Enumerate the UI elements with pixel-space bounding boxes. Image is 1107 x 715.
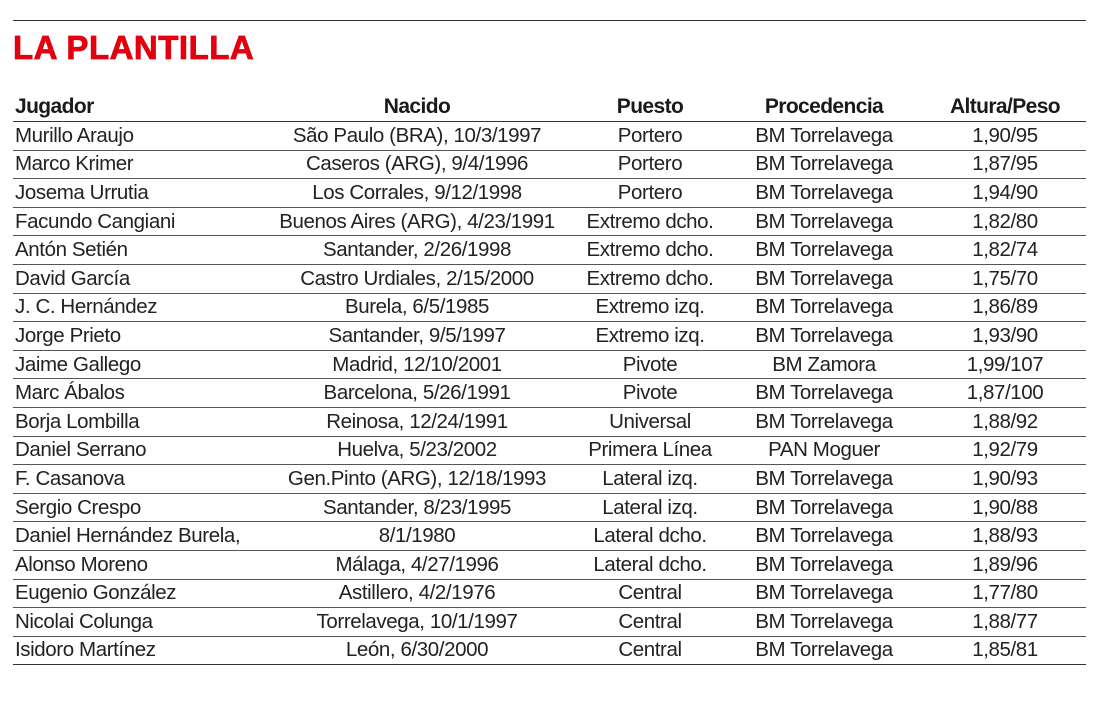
cell-puesto: Central <box>576 636 724 665</box>
table-row <box>13 150 1086 179</box>
cell-altura-peso: 1,75/70 <box>924 264 1086 293</box>
cell-altura-peso: 1,94/90 <box>924 179 1086 208</box>
cell-jugador: Josema Urrutia <box>13 179 258 208</box>
cell-procedencia: BM Torrelavega <box>724 179 924 208</box>
cell-puesto: Universal <box>576 407 724 436</box>
table-row <box>13 379 1086 408</box>
table-row <box>13 522 1086 551</box>
cell-procedencia: BM Zamora <box>724 350 924 379</box>
cell-altura-peso: 1,88/77 <box>924 608 1086 637</box>
top-divider <box>13 20 1086 21</box>
cell-puesto: Portero <box>576 150 724 179</box>
table-row <box>13 550 1086 579</box>
cell-nacido: León, 6/30/2000 <box>258 636 576 665</box>
cell-procedencia: BM Torrelavega <box>724 636 924 665</box>
cell-puesto: Extremo dcho. <box>576 236 724 265</box>
cell-altura-peso: 1,90/93 <box>924 465 1086 494</box>
cell-jugador: Eugenio González <box>13 579 258 608</box>
table-row <box>13 293 1086 322</box>
cell-procedencia: BM Torrelavega <box>724 407 924 436</box>
cell-procedencia: BM Torrelavega <box>724 579 924 608</box>
cell-altura-peso: 1,90/95 <box>924 122 1086 151</box>
cell-puesto: Pivote <box>576 350 724 379</box>
cell-procedencia: BM Torrelavega <box>724 608 924 637</box>
table-row <box>13 465 1086 494</box>
cell-altura-peso: 1,82/74 <box>924 236 1086 265</box>
cell-jugador: Borja Lombilla <box>13 407 258 436</box>
header-jugador: Jugador <box>13 93 258 122</box>
roster-table <box>13 93 1086 665</box>
roster-table-body <box>13 122 1086 665</box>
cell-puesto: Portero <box>576 122 724 151</box>
cell-altura-peso: 1,99/107 <box>924 350 1086 379</box>
cell-jugador: Daniel Hernández Burela, <box>13 522 258 551</box>
header-row <box>13 93 1086 122</box>
cell-puesto: Lateral izq. <box>576 493 724 522</box>
table-row <box>13 636 1086 665</box>
cell-puesto: Primera Línea <box>576 436 724 465</box>
cell-jugador: Isidoro Martínez <box>13 636 258 665</box>
cell-jugador: Alonso Moreno <box>13 550 258 579</box>
cell-puesto: Central <box>576 579 724 608</box>
cell-nacido: Santander, 2/26/1998 <box>258 236 576 265</box>
cell-nacido: Los Corrales, 9/12/1998 <box>258 179 576 208</box>
cell-nacido: Torrelavega, 10/1/1997 <box>258 608 576 637</box>
cell-nacido: Burela, 6/5/1985 <box>258 293 576 322</box>
table-row <box>13 608 1086 637</box>
cell-altura-peso: 1,92/79 <box>924 436 1086 465</box>
header-nacido: Nacido <box>258 93 576 122</box>
cell-procedencia: PAN Moguer <box>724 436 924 465</box>
cell-jugador: J. C. Hernández <box>13 293 258 322</box>
cell-jugador: David García <box>13 264 258 293</box>
cell-jugador: Antón Setién <box>13 236 258 265</box>
cell-procedencia: BM Torrelavega <box>724 522 924 551</box>
cell-procedencia: BM Torrelavega <box>724 293 924 322</box>
cell-nacido: Santander, 9/5/1997 <box>258 322 576 351</box>
cell-nacido: Buenos Aires (ARG), 4/23/1991 <box>258 207 576 236</box>
cell-altura-peso: 1,88/92 <box>924 407 1086 436</box>
cell-nacido: Huelva, 5/23/2002 <box>258 436 576 465</box>
table-row <box>13 322 1086 351</box>
cell-procedencia: BM Torrelavega <box>724 264 924 293</box>
cell-altura-peso: 1,87/100 <box>924 379 1086 408</box>
cell-altura-peso: 1,90/88 <box>924 493 1086 522</box>
cell-nacido: Barcelona, 5/26/1991 <box>258 379 576 408</box>
cell-nacido: 8/1/1980 <box>258 522 576 551</box>
table-row <box>13 350 1086 379</box>
cell-puesto: Extremo izq. <box>576 322 724 351</box>
cell-jugador: Sergio Crespo <box>13 493 258 522</box>
cell-jugador: Daniel Serrano <box>13 436 258 465</box>
cell-altura-peso: 1,82/80 <box>924 207 1086 236</box>
cell-jugador: Marc Ábalos <box>13 379 258 408</box>
cell-altura-peso: 1,85/81 <box>924 636 1086 665</box>
page-title: LA PLANTILLA <box>13 29 255 66</box>
cell-procedencia: BM Torrelavega <box>724 379 924 408</box>
cell-nacido: Reinosa, 12/24/1991 <box>258 407 576 436</box>
table-row <box>13 264 1086 293</box>
cell-jugador: Marco Krimer <box>13 150 258 179</box>
table-row <box>13 493 1086 522</box>
cell-jugador: Nicolai Colunga <box>13 608 258 637</box>
cell-jugador: Murillo Araujo <box>13 122 258 151</box>
cell-puesto: Lateral dcho. <box>576 522 724 551</box>
cell-puesto: Lateral dcho. <box>576 550 724 579</box>
table-row <box>13 207 1086 236</box>
cell-nacido: São Paulo (BRA), 10/3/1997 <box>258 122 576 151</box>
cell-jugador: F. Casanova <box>13 465 258 494</box>
cell-altura-peso: 1,77/80 <box>924 579 1086 608</box>
cell-procedencia: BM Torrelavega <box>724 207 924 236</box>
cell-puesto: Pivote <box>576 379 724 408</box>
cell-altura-peso: 1,93/90 <box>924 322 1086 351</box>
cell-procedencia: BM Torrelavega <box>724 322 924 351</box>
table-row <box>13 579 1086 608</box>
header-procedencia: Procedencia <box>724 93 924 122</box>
cell-altura-peso: 1,89/96 <box>924 550 1086 579</box>
table-row <box>13 236 1086 265</box>
cell-procedencia: BM Torrelavega <box>724 122 924 151</box>
cell-altura-peso: 1,87/95 <box>924 150 1086 179</box>
cell-nacido: Caseros (ARG), 9/4/1996 <box>258 150 576 179</box>
cell-altura-peso: 1,86/89 <box>924 293 1086 322</box>
header-altura-peso: Altura/Peso <box>924 93 1086 122</box>
cell-jugador: Jaime Gallego <box>13 350 258 379</box>
cell-nacido: Astillero, 4/2/1976 <box>258 579 576 608</box>
cell-puesto: Central <box>576 608 724 637</box>
cell-procedencia: BM Torrelavega <box>724 465 924 494</box>
header-puesto: Puesto <box>576 93 724 122</box>
table-row <box>13 122 1086 151</box>
cell-puesto: Portero <box>576 179 724 208</box>
cell-procedencia: BM Torrelavega <box>724 493 924 522</box>
table-row <box>13 436 1086 465</box>
table-row <box>13 179 1086 208</box>
table-row <box>13 407 1086 436</box>
cell-nacido: Gen.Pinto (ARG), 12/18/1993 <box>258 465 576 494</box>
cell-nacido: Málaga, 4/27/1996 <box>258 550 576 579</box>
cell-jugador: Facundo Cangiani <box>13 207 258 236</box>
cell-nacido: Castro Urdiales, 2/15/2000 <box>258 264 576 293</box>
cell-procedencia: BM Torrelavega <box>724 150 924 179</box>
roster-table-header <box>13 93 1086 122</box>
cell-nacido: Santander, 8/23/1995 <box>258 493 576 522</box>
cell-altura-peso: 1,88/93 <box>924 522 1086 551</box>
cell-procedencia: BM Torrelavega <box>724 236 924 265</box>
cell-puesto: Extremo dcho. <box>576 264 724 293</box>
cell-procedencia: BM Torrelavega <box>724 550 924 579</box>
cell-puesto: Extremo dcho. <box>576 207 724 236</box>
cell-puesto: Extremo izq. <box>576 293 724 322</box>
cell-jugador: Jorge Prieto <box>13 322 258 351</box>
cell-puesto: Lateral izq. <box>576 465 724 494</box>
cell-nacido: Madrid, 12/10/2001 <box>258 350 576 379</box>
